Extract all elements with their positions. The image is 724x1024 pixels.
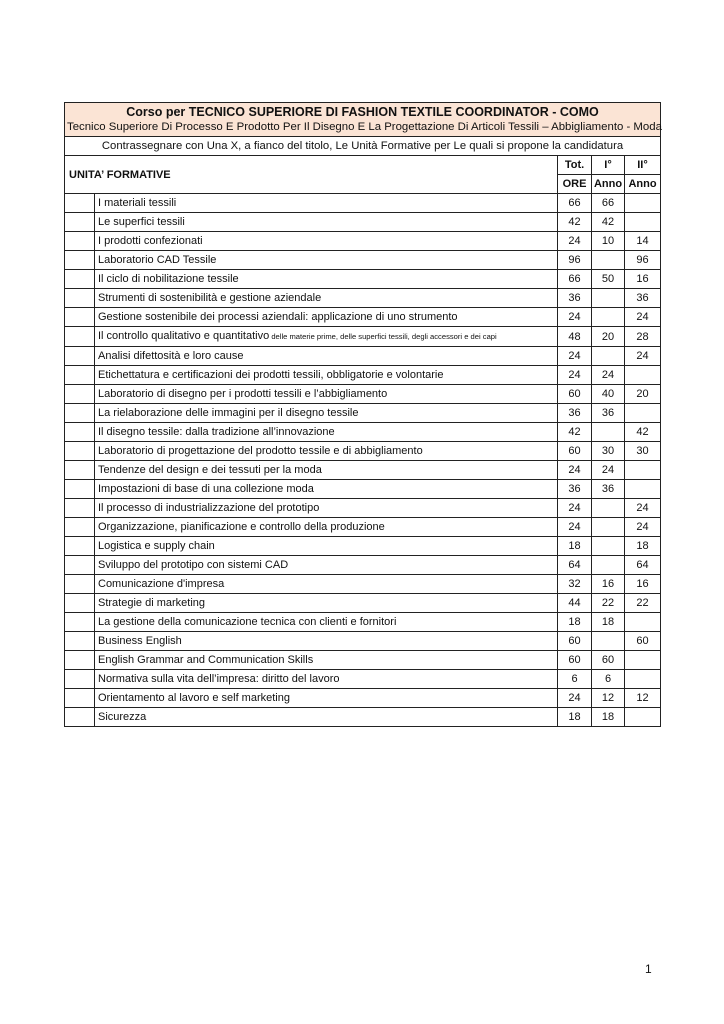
tot-hours: 24 xyxy=(558,499,592,518)
tot-hours: 24 xyxy=(558,347,592,366)
year1-hours: 18 xyxy=(592,708,625,727)
year1-hours xyxy=(592,518,625,537)
year2-hours xyxy=(625,404,661,423)
selection-mark-cell[interactable] xyxy=(65,632,95,651)
unit-name xyxy=(95,575,558,594)
year1-hours: 16 xyxy=(592,575,625,594)
unit-title: Strumenti di sostenibilità e gestione aziendale xyxy=(98,292,322,304)
title-cell xyxy=(65,103,661,137)
selection-mark-cell[interactable] xyxy=(65,670,95,689)
table-row xyxy=(65,366,661,385)
year1-hours xyxy=(592,537,625,556)
year1-hours: 20 xyxy=(592,327,625,347)
tot-hours: 24 xyxy=(558,689,592,708)
table-row xyxy=(65,251,661,270)
tot-hours: 24 xyxy=(558,232,592,251)
table-row xyxy=(65,556,661,575)
selection-mark-cell[interactable] xyxy=(65,708,95,727)
year2-hours xyxy=(625,213,661,232)
tot-hours: 32 xyxy=(558,575,592,594)
tot-hours: 24 xyxy=(558,366,592,385)
year2-hours xyxy=(625,613,661,632)
unit-title: Il controllo qualitativo e quantitativo xyxy=(98,330,270,342)
selection-mark-cell[interactable] xyxy=(65,194,95,213)
table-row xyxy=(65,461,661,480)
unit-note: delle materie prime, delle superfici tessili, degli accessori e dei capi xyxy=(269,332,497,341)
tot-hours: 18 xyxy=(558,708,592,727)
unit-name xyxy=(95,385,558,404)
unit-name xyxy=(95,670,558,689)
year2-hours: 24 xyxy=(625,499,661,518)
year2-hours: 30 xyxy=(625,442,661,461)
year2-hours xyxy=(625,651,661,670)
year2-header-line1: II° xyxy=(625,156,661,175)
year2-hours xyxy=(625,194,661,213)
year1-hours xyxy=(592,499,625,518)
selection-mark-cell[interactable] xyxy=(65,423,95,442)
table-row xyxy=(65,708,661,727)
year2-hours xyxy=(625,366,661,385)
year2-hours xyxy=(625,480,661,499)
table-row xyxy=(65,385,661,404)
unit-name xyxy=(95,613,558,632)
course-subtitle: Tecnico Superiore Di Processo E Prodotto Per Il Disegno E La Progettazione Di Articoli Tessili – Abbigliamento - Moda xyxy=(67,121,662,133)
unit-title: La gestione della comunicazione tecnica con clienti e fornitori xyxy=(98,616,397,628)
tot-hours: 36 xyxy=(558,480,592,499)
unit-title: Il disegno tessile: dalla tradizione all’innovazione xyxy=(98,426,335,438)
selection-mark-cell[interactable] xyxy=(65,308,95,327)
year2-hours: 28 xyxy=(625,327,661,347)
tot-hours: 18 xyxy=(558,537,592,556)
year1-hours: 24 xyxy=(592,461,625,480)
unit-title: Etichettatura e certificazioni dei prodotti tessili, obbligatorie e volontarie xyxy=(98,369,444,381)
year2-hours: 60 xyxy=(625,632,661,651)
year2-hours: 96 xyxy=(625,251,661,270)
unit-name xyxy=(95,232,558,251)
unit-name xyxy=(95,442,558,461)
year1-hours: 42 xyxy=(592,213,625,232)
year2-hours: 24 xyxy=(625,347,661,366)
selection-mark-cell[interactable] xyxy=(65,556,95,575)
unit-name xyxy=(95,632,558,651)
year2-hours: 22 xyxy=(625,594,661,613)
selection-mark-cell[interactable] xyxy=(65,270,95,289)
table-row xyxy=(65,289,661,308)
unit-title: Impostazioni di base di una collezione moda xyxy=(98,483,314,495)
unit-title: Normativa sulla vita dell’impresa: diritto del lavoro xyxy=(98,673,340,685)
selection-mark-cell[interactable] xyxy=(65,385,95,404)
unit-title: Analisi difettosità e loro cause xyxy=(98,350,244,362)
year1-hours xyxy=(592,251,625,270)
tot-hours: 24 xyxy=(558,461,592,480)
unit-title: English Grammar and Communication Skills xyxy=(98,654,314,666)
selection-mark-cell[interactable] xyxy=(65,499,95,518)
unit-title: Business English xyxy=(98,635,182,647)
table-row xyxy=(65,651,661,670)
units-header: UNITA’ FORMATIVE xyxy=(65,156,558,194)
year1-hours xyxy=(592,308,625,327)
table-row xyxy=(65,423,661,442)
unit-title: I prodotti confezionati xyxy=(98,235,203,247)
year2-header-line2: Anno xyxy=(625,175,661,194)
column-header-row xyxy=(65,156,661,175)
unit-name xyxy=(95,327,558,347)
table-row xyxy=(65,518,661,537)
year2-hours: 20 xyxy=(625,385,661,404)
table-row xyxy=(65,308,661,327)
unit-name xyxy=(95,499,558,518)
table-row xyxy=(65,270,661,289)
unit-name xyxy=(95,537,558,556)
year1-hours xyxy=(592,632,625,651)
year1-hours: 36 xyxy=(592,404,625,423)
unit-title: Il processo di industrializzazione del prototipo xyxy=(98,502,320,514)
selection-mark-cell[interactable] xyxy=(65,594,95,613)
tot-hours: 60 xyxy=(558,442,592,461)
unit-title: Laboratorio CAD Tessile xyxy=(98,254,217,266)
tot-hours: 96 xyxy=(558,251,592,270)
table-row xyxy=(65,213,661,232)
unit-name xyxy=(95,518,558,537)
unit-title: Comunicazione d'impresa xyxy=(98,578,225,590)
table-row xyxy=(65,480,661,499)
tot-hours: 24 xyxy=(558,308,592,327)
year2-hours: 12 xyxy=(625,689,661,708)
year1-hours xyxy=(592,289,625,308)
unit-name xyxy=(95,194,558,213)
table-row xyxy=(65,499,661,518)
table-row xyxy=(65,689,661,708)
table-row xyxy=(65,594,661,613)
table-row xyxy=(65,613,661,632)
selection-mark-cell[interactable] xyxy=(65,347,95,366)
instruction-row xyxy=(65,137,661,156)
year1-hours xyxy=(592,556,625,575)
selection-mark-cell[interactable] xyxy=(65,651,95,670)
tot-hours: 36 xyxy=(558,289,592,308)
unit-name xyxy=(95,708,558,727)
page-number: 1 xyxy=(645,962,652,976)
unit-name xyxy=(95,689,558,708)
course-table xyxy=(64,102,661,727)
selection-mark-cell[interactable] xyxy=(65,461,95,480)
year2-hours: 36 xyxy=(625,289,661,308)
unit-name xyxy=(95,213,558,232)
selection-mark-cell[interactable] xyxy=(65,366,95,385)
year2-hours: 42 xyxy=(625,423,661,442)
selection-mark-cell[interactable] xyxy=(65,404,95,423)
selection-mark-cell[interactable] xyxy=(65,327,95,347)
table-row xyxy=(65,537,661,556)
selection-mark-cell[interactable] xyxy=(65,213,95,232)
tot-hours: 60 xyxy=(558,632,592,651)
year2-hours: 16 xyxy=(625,270,661,289)
unit-title: Gestione sostenibile dei processi aziendali: applicazione di uno strumento xyxy=(98,311,458,323)
tot-hours: 36 xyxy=(558,404,592,423)
year2-hours: 16 xyxy=(625,575,661,594)
selection-mark-cell[interactable] xyxy=(65,537,95,556)
unit-title: Organizzazione, pianificazione e controllo della produzione xyxy=(98,521,385,533)
unit-title: Strategie di marketing xyxy=(98,597,205,609)
tot-hours: 66 xyxy=(558,194,592,213)
selection-mark-cell[interactable] xyxy=(65,289,95,308)
selection-mark-cell[interactable] xyxy=(65,251,95,270)
tot-hours: 64 xyxy=(558,556,592,575)
instruction-text: Contrassegnare con Una X, a fianco del titolo, Le Unità Formative per Le quali si propone la candidatura xyxy=(65,137,661,156)
tot-hours: 6 xyxy=(558,670,592,689)
year2-hours: 14 xyxy=(625,232,661,251)
table-row xyxy=(65,442,661,461)
table-row xyxy=(65,632,661,651)
unit-title: Il ciclo di nobilitazione tessile xyxy=(98,273,239,285)
course-title: Corso per TECNICO SUPERIORE DI FASHION TEXTILE COORDINATOR - COMO xyxy=(126,105,599,119)
year2-hours xyxy=(625,670,661,689)
unit-title: Laboratorio di progettazione del prodotto tessile e di abbigliamento xyxy=(98,445,423,457)
tot-hours: 66 xyxy=(558,270,592,289)
title-row xyxy=(65,103,661,137)
tot-hours: 24 xyxy=(558,518,592,537)
unit-name xyxy=(95,423,558,442)
year1-hours: 40 xyxy=(592,385,625,404)
unit-name xyxy=(95,366,558,385)
table-row xyxy=(65,670,661,689)
unit-title: I materiali tessili xyxy=(98,197,177,209)
table-row xyxy=(65,232,661,251)
year1-hours: 36 xyxy=(592,480,625,499)
tot-hours: 18 xyxy=(558,613,592,632)
selection-mark-cell[interactable] xyxy=(65,518,95,537)
year1-hours: 22 xyxy=(592,594,625,613)
table-row xyxy=(65,575,661,594)
selection-mark-cell[interactable] xyxy=(65,613,95,632)
year1-hours xyxy=(592,423,625,442)
selection-mark-cell[interactable] xyxy=(65,442,95,461)
unit-name xyxy=(95,461,558,480)
year2-hours xyxy=(625,461,661,480)
tot-hours: 42 xyxy=(558,423,592,442)
unit-title: Laboratorio di disegno per i prodotti tessili e l’abbigliamento xyxy=(98,388,388,400)
table-row xyxy=(65,404,661,423)
unit-name xyxy=(95,289,558,308)
year2-hours xyxy=(625,708,661,727)
unit-name xyxy=(95,480,558,499)
unit-name xyxy=(95,651,558,670)
unit-title: Tendenze del design e dei tessuti per la moda xyxy=(98,464,322,476)
year1-hours: 30 xyxy=(592,442,625,461)
year2-hours: 64 xyxy=(625,556,661,575)
unit-title: Logistica e supply chain xyxy=(98,540,215,552)
year2-hours: 24 xyxy=(625,308,661,327)
tot-header-line1: Tot. xyxy=(558,156,592,175)
unit-title: La rielaborazione delle immagini per il disegno tessile xyxy=(98,407,359,419)
year1-hours: 6 xyxy=(592,670,625,689)
selection-mark-cell[interactable] xyxy=(65,575,95,594)
table-row xyxy=(65,194,661,213)
year1-hours: 50 xyxy=(592,270,625,289)
unit-title: Sicurezza xyxy=(98,711,147,723)
year1-header-line2: Anno xyxy=(592,175,625,194)
unit-name xyxy=(95,556,558,575)
tot-hours: 60 xyxy=(558,651,592,670)
unit-name xyxy=(95,308,558,327)
selection-mark-cell[interactable] xyxy=(65,232,95,251)
table-row xyxy=(65,347,661,366)
tot-hours: 44 xyxy=(558,594,592,613)
year1-header-line1: I° xyxy=(592,156,625,175)
unit-name xyxy=(95,594,558,613)
tot-header-line2: ORE xyxy=(558,175,592,194)
unit-title: Orientamento al lavoro e self marketing xyxy=(98,692,290,704)
tot-hours: 42 xyxy=(558,213,592,232)
unit-name xyxy=(95,270,558,289)
year1-hours: 24 xyxy=(592,366,625,385)
selection-mark-cell[interactable] xyxy=(65,689,95,708)
year1-hours: 10 xyxy=(592,232,625,251)
year1-hours: 60 xyxy=(592,651,625,670)
unit-name xyxy=(95,347,558,366)
year2-hours: 24 xyxy=(625,518,661,537)
year1-hours: 66 xyxy=(592,194,625,213)
year2-hours: 18 xyxy=(625,537,661,556)
year1-hours: 12 xyxy=(592,689,625,708)
tot-hours: 60 xyxy=(558,385,592,404)
table-row xyxy=(65,327,661,347)
unit-title: Le superfici tessili xyxy=(98,216,185,228)
unit-name xyxy=(95,404,558,423)
year1-hours: 18 xyxy=(592,613,625,632)
selection-mark-cell[interactable] xyxy=(65,480,95,499)
tot-hours: 48 xyxy=(558,327,592,347)
unit-title: Sviluppo del prototipo con sistemi CAD xyxy=(98,559,289,571)
unit-name xyxy=(95,251,558,270)
year1-hours xyxy=(592,347,625,366)
